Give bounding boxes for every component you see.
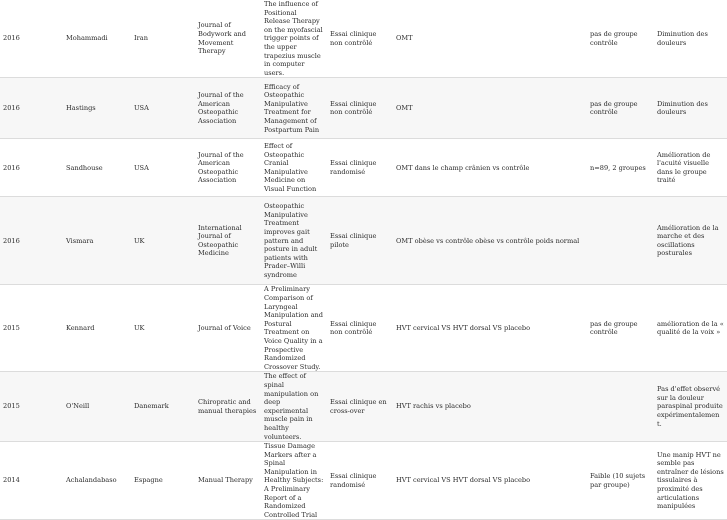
cell-title: Efficacy of Osteopathic Manipulative Treatment for Management of Postpartum Pain xyxy=(264,82,320,134)
cell-intervention: HVT rachis vs placebo xyxy=(396,402,471,411)
cell-author: Achalandabaso xyxy=(66,476,117,485)
table-row xyxy=(0,285,727,372)
cell-study-type: Essai clinique non contrôlé xyxy=(330,319,377,337)
table-row xyxy=(0,442,727,520)
cell-year: 2016 xyxy=(3,236,20,245)
cell-country: Iran xyxy=(134,34,148,43)
cell-author: Kennard xyxy=(66,324,95,333)
cell-groups xyxy=(587,197,654,285)
cell-result: Diminution des douleurs xyxy=(657,99,708,117)
cell-title: Tissue Damage Markers after a Spinal Manipulation in Healthy Subjects: A Preliminary Report of a Randomized Controlled Trial xyxy=(264,442,324,519)
cell-intervention: OMT dans le champ crânien vs contrôle xyxy=(396,163,530,172)
cell-intervention: OMT obèse vs contrôle obèse vs contrôle poids normal xyxy=(396,236,580,245)
table-row xyxy=(0,0,727,78)
cell-study-type: Essai clinique randomisé xyxy=(330,472,377,489)
cell-study-type: Essai clinique randomisé xyxy=(330,159,377,176)
cell-year: 2016 xyxy=(3,163,20,172)
cell-intervention: HVT cervical VS HVT dorsal VS placebo xyxy=(396,476,531,485)
cell-journal: International Journal of Osteopathic Medicine xyxy=(198,223,242,258)
cell-year: 2016 xyxy=(3,34,20,43)
cell-journal: Manual Therapy xyxy=(198,476,253,485)
cell-journal: Journal of the American Osteopathic Association xyxy=(198,150,244,185)
table-row xyxy=(0,372,727,442)
cell-author: Mohammadi xyxy=(66,34,108,43)
cell-result: Amélioration de la marche et des oscillations posturales xyxy=(657,223,719,258)
cell-study-type: Essai clinique non contrôlé xyxy=(330,30,377,47)
cell-result: Pas d'effet observé sur la douleur paraspinal produite expérimentalemen t. xyxy=(657,385,723,428)
cell-title: Effect of Osteopathic Cranial Manipulative Medicine on Visual Function xyxy=(264,142,317,194)
cell-journal: Journal of Voice xyxy=(198,324,251,333)
cell-groups: pas de groupe contrôle xyxy=(590,319,638,337)
cell-intervention: OMT xyxy=(396,104,413,113)
cell-year: 2015 xyxy=(3,402,20,411)
cell-study-type: Essai clinique non contrôlé xyxy=(330,99,377,117)
cell-title: A Preliminary Comparison of Laryngeal Manipulation and Postural Treatment on Voice Quality in a Prospective Randomized Crossover Study. xyxy=(264,285,324,371)
cell-author: O'Neill xyxy=(66,402,90,411)
cell-groups: pas de groupe contrôle xyxy=(590,99,638,117)
cell-title: The effect of spinal manipulation on deep experimental muscle pain in healthy volunteers. xyxy=(264,372,319,441)
cell-study-type: Essai clinique en cross-over xyxy=(330,398,387,415)
cell-title: The influence of Positional Release Therapy on the myofascial trigger points of the upper trapezius muscle in computer users. xyxy=(264,0,323,77)
cell-author: Sandhouse xyxy=(66,163,103,172)
cell-result: amélioration de la « qualité de la voix » xyxy=(657,319,724,337)
cell-country: UK xyxy=(134,324,145,333)
table-row xyxy=(0,78,727,139)
cell-country: UK xyxy=(134,236,145,245)
cell-journal: Journal of Bodywork and Movement Therapy xyxy=(198,21,247,56)
cell-groups: n=89, 2 groupes xyxy=(590,163,646,172)
cell-result: Diminution des douleurs xyxy=(657,30,708,47)
table-row xyxy=(0,139,727,197)
cell-journal: Chiropratic and manual therapies xyxy=(198,398,257,415)
cell-intervention: OMT xyxy=(396,34,413,43)
cell-title: Osteopathic Manipulative Treatment improves gait pattern and posture in adult patients with Prader–Willi syndrome xyxy=(264,202,318,279)
cell-country: Danemark xyxy=(134,402,169,411)
cell-result: Une manip HVT ne semble pas entraîner de lésions tissulaires à proximité des articulations manipulées xyxy=(657,450,724,511)
cell-country: USA xyxy=(134,163,149,172)
cell-author: Vismara xyxy=(66,236,94,245)
cell-groups: pas de groupe contrôle xyxy=(590,30,638,47)
cell-year: 2014 xyxy=(3,476,20,485)
cell-study-type: Essai clinique pilote xyxy=(330,232,377,249)
cell-country: USA xyxy=(134,104,149,113)
cell-intervention: HVT cervical VS HVT dorsal VS placebo xyxy=(396,324,531,333)
cell-result: Amélioration de l'acuité visuelle dans le groupe traité xyxy=(657,150,711,185)
table-row xyxy=(0,197,727,285)
cell-year: 2015 xyxy=(3,324,20,333)
cell-country: Espagne xyxy=(134,476,163,485)
cell-groups: Faible (10 sujets par groupe) xyxy=(590,472,646,489)
cell-year: 2016 xyxy=(3,104,20,113)
cell-groups xyxy=(587,372,654,442)
cell-journal: Journal of the American Osteopathic Association xyxy=(198,91,244,125)
cell-author: Hastings xyxy=(66,104,96,113)
